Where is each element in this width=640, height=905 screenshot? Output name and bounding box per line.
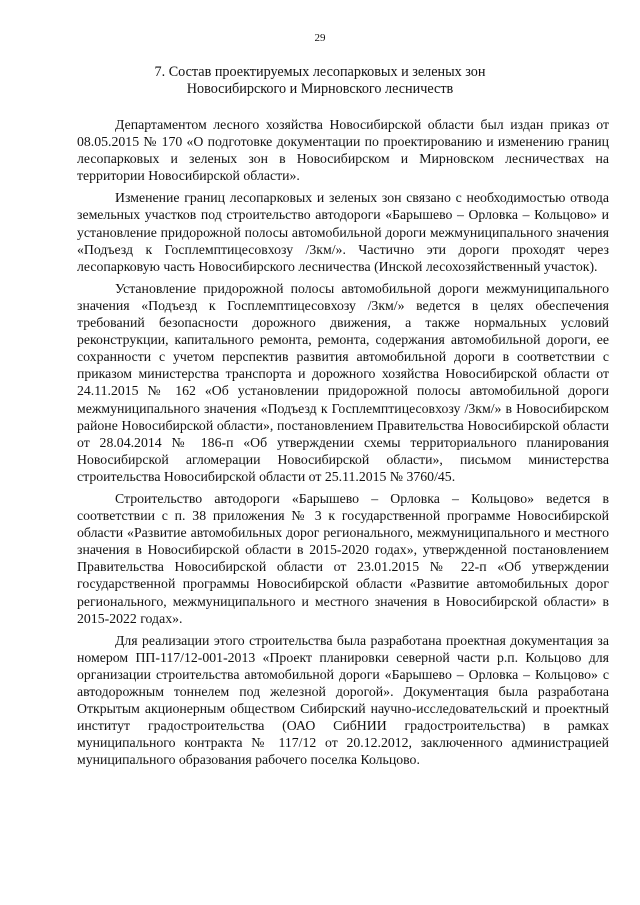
paragraph: Департаментом лесного хозяйства Новосибирской области был издан приказ от 08.05.2015 № 170 «О подготовке документации по проектированию и изменению границ лесопарковых и зеленых зон в Новосибирском и Мирновском лесничествах на территории Новосибирской области».: [77, 117, 609, 184]
page-number: 29: [314, 32, 326, 44]
section-title-line-1: 7. Состав проектируемых лесопарковых и зеленых зон: [154, 64, 486, 80]
paragraph: Установление придорожной полосы автомобильной дороги межмуниципального значения «Подъезд к Госплемптицесовхозу /3км/» ведется в целях обеспечения требований безопасности дорожного движения, а также нормальных условий реконструкции, капитального ремонта, ремонта, содержания автомобильной дороги, ее сохранности с учетом перспектив развития автомобильной дороги в соответствии с приказом министерства транспорта и дорожного хозяйства Новосибирской области от 24.11.2015 № 162 «Об установлении придорожной полосы автомобильной дороги межмуниципального значения «Подъезд к Госплемптицесовхозу /3км/» в Новосибирском районе Новосибирской области», постановлением Правительства Новосибирской области от 28.04.2014 № 186-п «Об утверждении схемы территориального планирования Новосибирской агломерации Новосибирской области», письмом министерства строительства Новосибирской области от 25.11.2015 № 3760/45.: [77, 280, 609, 484]
paragraph: Строительство автодороги «Барышево – Орловка – Кольцово» ведется в соответствии с п. 38 приложения № 3 к государственной программе Новосибирской области «Развитие автомобильных дорог регионального, межмуниципального и местного значения в Новосибирской области в 2015-2020 годах», утвержденной постановлением Правительства Новосибирской области от 23.01.2015 № 22-п «Об утверждении государственной программы Новосибирской области «Развитие автомобильных дорог регионального, межмуниципального и местного значения в Новосибирской области» в 2015-2022 годах».: [77, 490, 609, 626]
paragraph: Для реализации этого строительства была разработана проектная документация за номером ПП-117/12-001-2013 «Проект планировки северной части р.п. Кольцово для организации строительства автомобильной дороги «Барышево – Орловка – Кольцово» с автодорожным тоннелем под железной дорогой». Документация была разработана Открытым акционерным обществом Сибирский научно-исследовательский и проектный институт градостроительства (ОАО СибНИИ градостроительства) в рамках муниципального контракта № 117/12 от 20.12.2012, заключенного администрацией муниципального образования рабочего поселка Кольцово.: [77, 632, 609, 768]
section-heading: [0, 64, 640, 98]
section-title-line-2: Новосибирского и Мирновского лесничеств: [186, 81, 454, 97]
document-body: [77, 116, 609, 773]
paragraph: Изменение границ лесопарковых и зеленых зон связано с необходимостью отвода земельных участков под строительство автодороги «Барышево – Орловка – Кольцово» и установление придорожной полосы автомобильной дороги межмуниципального значения «Подъезд к Гоcплемптицесовхозу /3км/». Частично эти дороги проходят через лесопарковую часть Новосибирского лесничества (Инской лесохозяйственный участок).: [77, 190, 609, 274]
